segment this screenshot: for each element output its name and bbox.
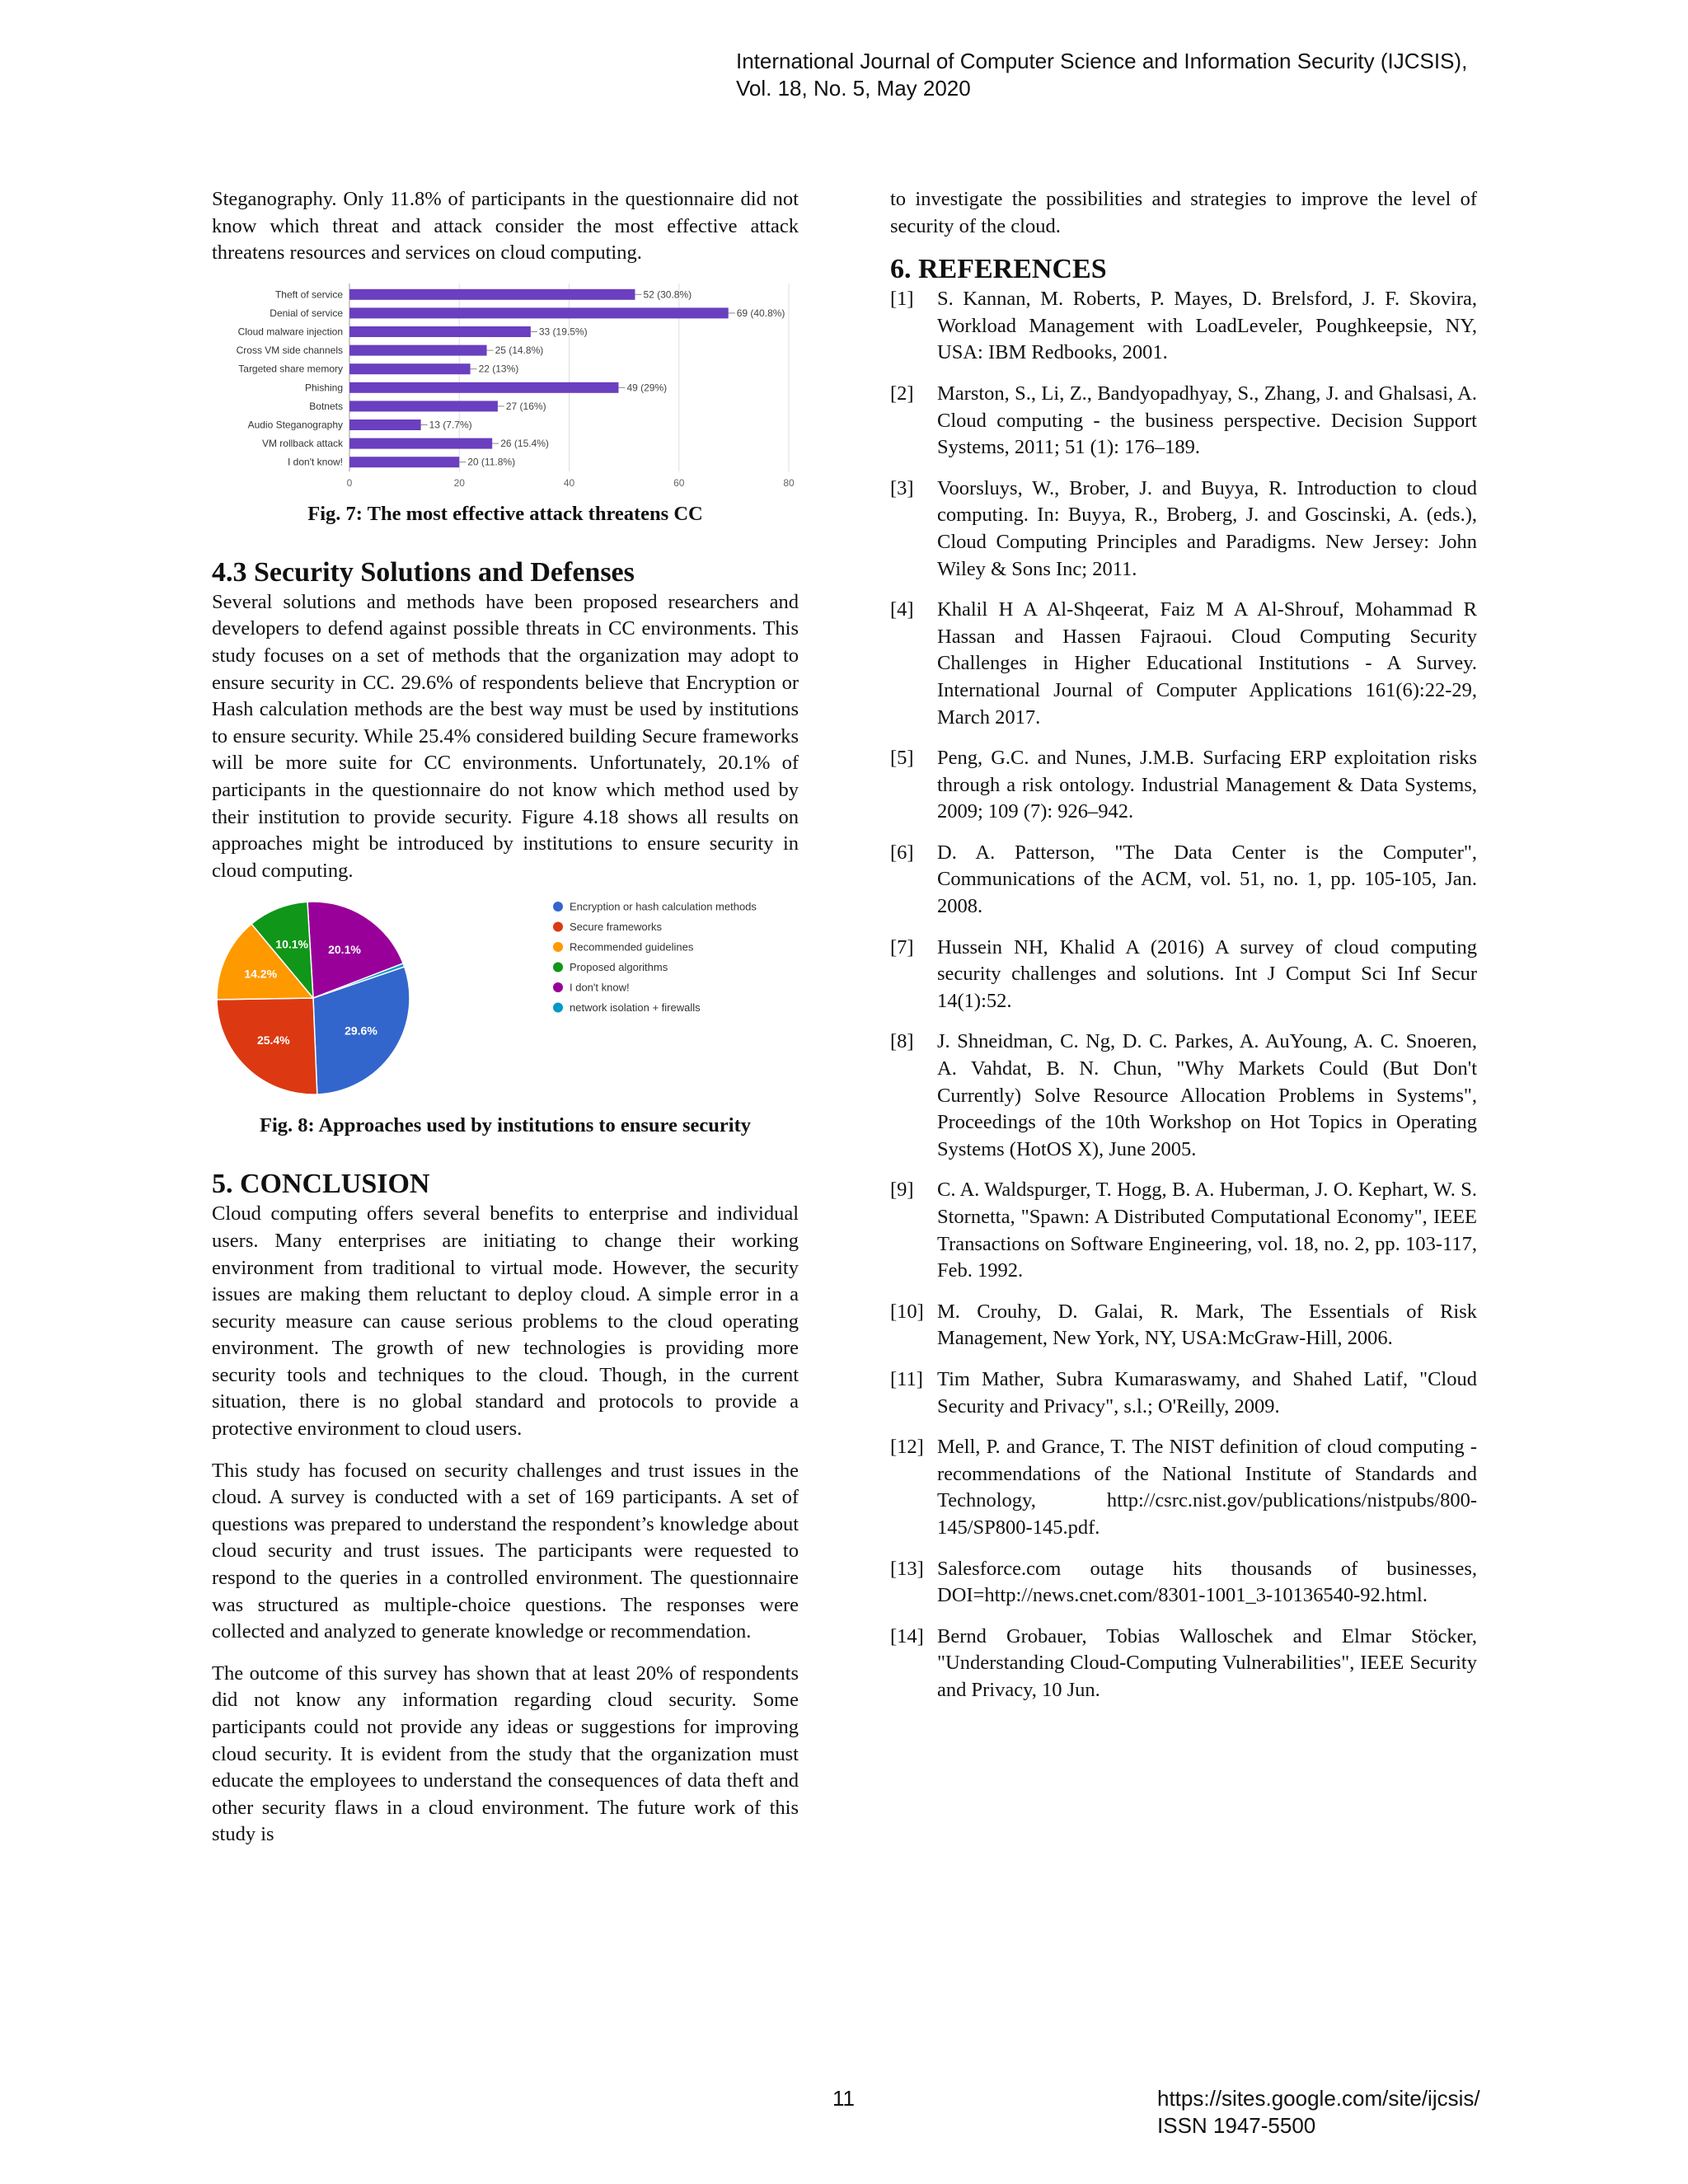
legend-marker — [553, 1003, 563, 1013]
pie-slice-label: 10.1% — [275, 938, 308, 952]
bar — [349, 401, 498, 411]
reference-number: [4] — [890, 598, 914, 621]
x-tick-label: 40 — [563, 476, 575, 489]
reference-text: M. Crouhy, D. Galai, R. Mark, The Essentials of Risk Management, New York, NY, USA:McGraw-Hill, 2006. — [937, 1300, 1477, 1350]
legend-label: Recommended guidelines — [570, 940, 694, 954]
approaches-pie-chart — [212, 894, 799, 1100]
reference-number: [6] — [890, 841, 914, 864]
reference-item — [890, 1556, 1477, 1610]
bar-category-label: VM rollback attack — [261, 437, 343, 449]
footer-url-text[interactable]: https://sites.google.com/site/ijcsis/ — [1157, 2086, 1480, 2111]
bar-category-label: I don't know! — [288, 456, 343, 468]
pie-slice-label: 20.1% — [328, 943, 361, 957]
reference-item — [890, 1177, 1477, 1284]
reference-text: Bernd Grobauer, Tobias Walloschek and Elmar Stöcker, "Understanding Cloud-Computing Vulnerabilities", IEEE Security and Privacy, 10 Jun. — [937, 1624, 1477, 1701]
journal-header — [736, 48, 1467, 102]
reference-number: [13] — [890, 1557, 924, 1580]
reference-item — [890, 1366, 1477, 1420]
legend-label: I don't know! — [570, 981, 630, 994]
journal-title: International Journal of Computer Science and Information Security (IJCSIS), — [736, 49, 1468, 73]
legend-marker — [553, 982, 563, 992]
legend-marker — [553, 902, 563, 912]
reference-text: Marston, S., Li, Z., Bandyopadhyay, S., Zhang, J. and Ghalsasi, A. Cloud computing - the business perspective. Decision Support Systems, 2011; 51 (1): 176–189. — [937, 382, 1477, 459]
x-tick-label: 80 — [783, 476, 795, 489]
right-column — [890, 186, 1477, 1704]
bar-data-label: 25 (14.8%) — [495, 344, 544, 356]
conclusion-paragraph-2: This study has focused on security challenges and trust issues in the cloud. A survey is conducted with a set of 169 participants. A set of questions was prepared to understand the respondent’s knowledge about cloud security and trust issues. The participants were requested to respond to the queries in a controlled environment. The questionnaire was structured as multiple-choice questions. The responses were collected and analyzed to generate knowledge or recommendation. — [212, 1459, 799, 1643]
section-4-3-paragraph: Several solutions and methods have been proposed researchers and developers to defend against possible threats in CC environments. This study focuses on a set of methods that the organization may adopt to ensure security in CC. 29.6% of respondents believe that Encryption or Hash calculation methods are the best way must be used by institutions to ensure security. While 25.4% considered building Secure frameworks will be more suite for CC environments. Unfortunately, 20.1% of participants in the questionnaire do not know which method used by their institution to provide security. Figure 4.18 shows all results on approaches might be introduced by institutions to ensure security in cloud computing. — [212, 590, 799, 882]
reference-item — [890, 381, 1477, 462]
bar-category-label: Theft of service — [274, 288, 343, 301]
reference-number: [2] — [890, 382, 914, 405]
bar — [349, 419, 421, 430]
fig8-caption: Fig. 8: Approaches used by institutions to ensure security — [260, 1114, 751, 1137]
references-list — [890, 286, 1477, 1704]
bar — [349, 307, 729, 318]
left-column — [212, 186, 799, 1849]
reference-item — [890, 1299, 1477, 1352]
bar-data-label: 22 (13%) — [478, 363, 519, 375]
legend-label: Proposed algorithms — [570, 961, 668, 974]
bar-category-label: Targeted share memory — [238, 363, 343, 375]
reference-text: Voorsluys, W., Brober, J. and Buyya, R. Introduction to cloud computing. In: Buyya, R., Broberg, J. and Goscinski, A. (eds.), Cloud Computing Principles and Paradigms. New Jersey: John Wiley & Sons Inc; 2011. — [937, 476, 1477, 580]
reference-text: Khalil H A Al-Shqeerat, Faiz M A Al-Shrouf, Mohammad R Hassan and Hassen Fajraoui. Cloud Computing Security Challenges in Higher Educational Institutions - A Survey. International Journal of Computer Applications 161(6):22-29, March 2017. — [937, 598, 1477, 729]
reference-number: [8] — [890, 1030, 914, 1053]
footer-issn: ISSN 1947-5500 — [1157, 2113, 1316, 2138]
legend-label: Secure frameworks — [570, 921, 662, 934]
reference-item — [890, 597, 1477, 731]
legend-marker — [553, 963, 563, 972]
reference-number: [9] — [890, 1179, 914, 1202]
reference-text: Salesforce.com outage hits thousands of businesses, DOI=http://news.cnet.com/8301-1001_3-10136540-92.html. — [937, 1557, 1477, 1607]
bar-category-label: Denial of service — [270, 307, 343, 319]
reference-number: [7] — [890, 935, 914, 958]
intro-paragraph: Steganography. Only 11.8% of participants in the questionnaire did not know which threat and attack consider the most effective attack threatens resources and services on cloud computing. — [212, 188, 799, 265]
page-number: 11 — [832, 2086, 855, 2111]
legend-label: network isolation + firewalls — [570, 1001, 701, 1015]
bar-data-label: 20 (11.8%) — [467, 456, 516, 468]
bar-category-label: Cloud malware injection — [237, 326, 343, 338]
reference-number: [14] — [890, 1624, 924, 1647]
reference-item — [890, 935, 1477, 1015]
bar — [349, 344, 487, 355]
reference-item — [890, 286, 1477, 367]
continued-paragraph: to investigate the possibilities and strategies to improve the level of security of the cloud. — [890, 188, 1477, 237]
legend-marker — [553, 942, 563, 952]
reference-number: [1] — [890, 288, 914, 311]
section-4-3-title: 4.3 Security Solutions and Defenses — [212, 556, 635, 588]
reference-text: J. Shneidman, C. Ng, D. C. Parkes, A. AuYoung, A. C. Snoeren, A. Vahdat, B. N. Chun, "Why Markets Could (But Don't Currently) Solve Resource Allocation Problems in Systems", Proceedings of the 10th Workshop on Hot Topics in Operating Systems (HotOS X), June 2005. — [937, 1030, 1477, 1160]
conclusion-paragraph-1: Cloud computing offers several benefits to enterprise and individual users. Many enterprises are initiating to change their working environment from traditional to virtual mode. However, the security issues are making them reluctant to deploy cloud. A simple error in a security measure can cause serious problems to the cloud operating environment. The growth of new technologies is providing more security tools and techniques to the cloud. Though, in the current situation, there is no global standard and protocols to provide a protective environment to cloud users. — [212, 1202, 799, 1441]
bar-data-label: 27 (16%) — [505, 400, 546, 412]
reference-item — [890, 840, 1477, 921]
x-tick-label: 60 — [673, 476, 685, 489]
reference-text: S. Kannan, M. Roberts, P. Mayes, D. Brelsford, J. F. Skovira, Workload Management with LoadLeveler, Poughkeepsie, NY, USA: IBM Redbooks, 2001. — [937, 288, 1477, 364]
conclusion-paragraph-3: The outcome of this survey has shown that at least 20% of respondents did not know any information regarding cloud security. Some participants could not provide any ideas or suggestions for improving cloud security. It is evident from the study that the organization must educate the employees to understand the consequences of data theft and other security flaws in a cloud environment. The future work of this study is — [212, 1661, 799, 1846]
bar — [349, 457, 459, 467]
reference-text: C. A. Waldspurger, T. Hogg, B. A. Huberman, J. O. Kephart, W. S. Stornetta, "Spawn: A Distributed Computational Economy", IEEE Transactions on Software Engineering, vol. 18, no. 2, pp. 103-117, Feb. 1992. — [937, 1179, 1477, 1282]
bar — [349, 438, 492, 448]
bar-category-label: Phishing — [304, 382, 343, 394]
reference-text: Peng, G.C. and Nunes, J.M.B. Surfacing ERP exploitation risks through a risk ontology. Industrial Management & Data Systems, 2009; 109 (7): 926–942. — [937, 747, 1477, 823]
bar-category-label: Cross VM side channels — [236, 344, 343, 356]
pie-slice-label: 14.2% — [244, 968, 278, 982]
reference-text: Tim Mather, Subra Kumaraswamy, and Shahed Latif, "Cloud Security and Privacy", s.l.; O'Reilly, 2009. — [937, 1367, 1477, 1418]
section-5-title: 5. CONCLUSION — [212, 1169, 430, 1200]
footer-url[interactable] — [1157, 2085, 1480, 2139]
reference-item — [890, 1624, 1477, 1704]
reference-item — [890, 1029, 1477, 1163]
bar-category-label: Botnets — [309, 400, 343, 412]
reference-item — [890, 1434, 1477, 1541]
reference-number: [11] — [890, 1367, 923, 1390]
bar-category-label: Audio Steganography — [247, 419, 343, 431]
references-title: 6. REFERENCES — [890, 254, 1107, 285]
bar — [349, 289, 635, 300]
reference-text: Mell, P. and Grance, T. The NIST definition of cloud computing - recommendations of the National Institute of Standards and Technology, http://csrc.nist.gov/publications/nistpubs/800-145/SP800-145.pdf. — [937, 1436, 1477, 1539]
reference-item — [890, 476, 1477, 583]
legend-label: Encryption or hash calculation methods — [570, 900, 757, 913]
bar — [349, 326, 531, 337]
attack-bar-chart — [212, 279, 799, 489]
reference-text: Hussein NH, Khalid A (2016) A survey of cloud computing security challenges and solutions. Int J Comput Sci Inf Secur 14(1):52. — [937, 935, 1477, 1012]
bar-data-label: 52 (30.8%) — [643, 288, 692, 301]
legend-marker — [553, 922, 563, 932]
reference-number: [10] — [890, 1300, 924, 1323]
reference-number: [3] — [890, 476, 914, 499]
bar-data-label: 33 (19.5%) — [538, 326, 588, 338]
x-tick-label: 0 — [346, 476, 353, 489]
bar-data-label: 69 (40.8%) — [736, 307, 785, 319]
bar — [349, 363, 471, 374]
bar — [349, 382, 618, 393]
pie-slice-label: 25.4% — [256, 1033, 290, 1047]
bar-data-label: 26 (15.4%) — [500, 437, 549, 449]
pie-slice-label: 29.6% — [345, 1024, 377, 1038]
reference-text: D. A. Patterson, "The Data Center is the Computer", Communications of the ACM, vol. 51, no. 1, pp. 105-105, Jan. 2008. — [937, 841, 1477, 918]
reference-item — [890, 745, 1477, 826]
reference-number: [12] — [890, 1436, 924, 1459]
reference-number: [5] — [890, 747, 914, 770]
journal-issue: Vol. 18, No. 5, May 2020 — [736, 76, 971, 101]
bar-data-label: 49 (29%) — [626, 382, 668, 394]
fig7-caption: Fig. 7: The most effective attack threatens CC — [307, 502, 703, 525]
x-tick-label: 20 — [453, 476, 465, 489]
bar-data-label: 13 (7.7%) — [429, 419, 472, 431]
